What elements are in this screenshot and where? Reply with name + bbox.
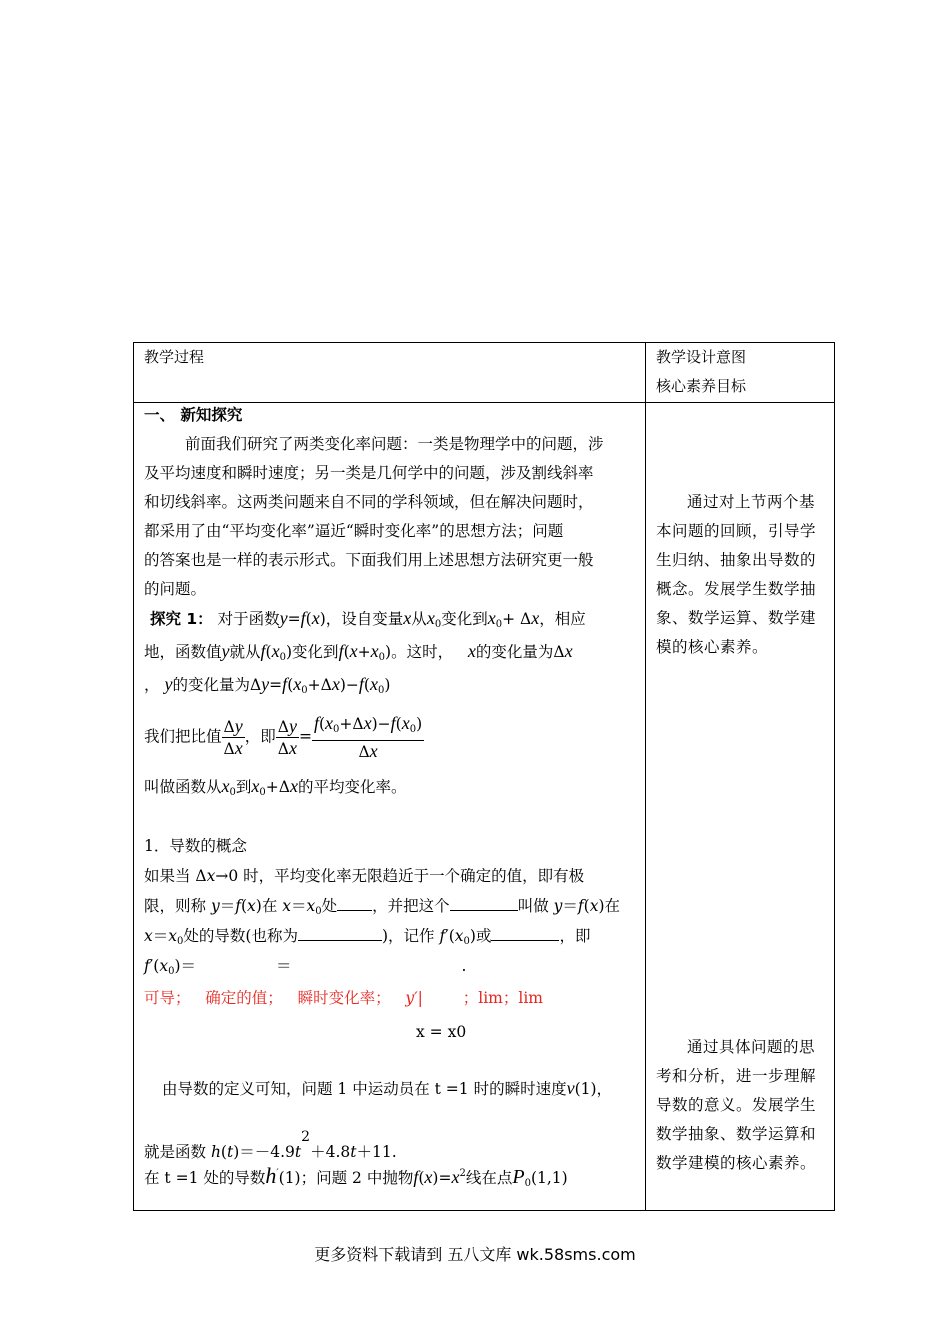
- section-title: 一、 新知探究: [144, 406, 243, 424]
- intro-line-5: 的答案也是一样的表示形式。下面我们用上述思想方法研究更一般: [144, 551, 594, 569]
- concept-line-4: $f'(x_0)=$ ＝ .: [144, 957, 467, 977]
- download-footer[interactable]: 更多资料下载请到 五八文库 wk.58sms.com: [314, 1245, 636, 1264]
- concept-line-3: $x=x_0$处的导数(也称为 )，记作 $f'(x_0)$或 ，即: [144, 927, 591, 947]
- lesson-table: [133, 342, 835, 1211]
- answer-line: [144, 987, 543, 1009]
- intro-line-6: 的问题。: [144, 580, 207, 598]
- blank-2: [450, 896, 518, 911]
- header-design-intent: [656, 343, 746, 401]
- difference-quotient: $\frac{f(x_0+\Delta x)-f(x_0)}{\Delta x}$: [313, 713, 423, 761]
- design-note-2: 通过具体问题的思考和分析，进一步理解导数的意义。发展学生数学抽象、数学运算和数学建模的核心素养。: [656, 1038, 817, 1172]
- row-divider: [134, 402, 834, 403]
- avg-rate-line: 叫做函数从$x_0$到$x_0+\Delta x$的平均变化率。: [144, 776, 407, 798]
- answer-subscript: x = x0: [416, 1023, 467, 1041]
- concept-title: 1．导数的概念: [144, 837, 247, 855]
- para-line-1: 由导数的定义可知，问题 1 中运动员在 t =1 时的瞬时速度v(1)，: [162, 1078, 613, 1098]
- intro-line-2: 及平均速度和瞬时速度；另一类是几何学中的问题，涉及割线斜率: [144, 464, 594, 482]
- explore-label: 探究 1：: [150, 610, 213, 628]
- answer-4: y′|: [405, 989, 423, 1007]
- explore-line-3: ， y的变化量为$\Delta y=f(x_0+\Delta x)-f(x_0)$: [144, 674, 391, 696]
- answer-5: ；lim；lim: [462, 989, 543, 1007]
- ratio-line: 我们把比值 $\frac{\Delta y}{\Delta x}$ ，即 $\frac{\Delta y}{\Delta x}$ = $\frac{f(x_0+\Delta x)-f(x_0)}{\Delta x}$: [144, 713, 423, 761]
- intro-line-4: 都采用了由“平均变化率”逼近“瞬时变化率”的思想方法；问题: [144, 522, 564, 540]
- blank-4: [491, 926, 559, 941]
- answer-2: 确定的值；: [205, 989, 283, 1007]
- para-line-3: 在 t =1 处的导数h′(1)；问题 2 中抛物$f(x)=x^2$线在点$P_0(1,1)$: [144, 1163, 568, 1189]
- header-design-intent-line1: 教学设计意图: [656, 348, 747, 366]
- intro-line-3: 和切线斜率。这两类问题来自不同的学科领域，但在解决问题时，: [144, 493, 594, 511]
- explore-line-1: 探究 1： 对于函数y=f(x)，设自变量x从$x_0$变化到$x_0+ \Delta x$，相应: [150, 608, 586, 630]
- explore-line-2: 地，函数值y就从$f(x_0)$变化到$f(x+x_0)$。这时， x的变化量为Δx: [144, 641, 573, 663]
- column-divider: [645, 343, 646, 1210]
- answer-1: 可导；: [144, 989, 191, 1007]
- header-design-intent-line2: 核心素养目标: [656, 377, 747, 395]
- header-teaching-process: 教学过程: [144, 348, 205, 366]
- concept-line-2: 限，则称 y＝f(x)在 $x=x_0$处 ，并把这个 叫做 y＝f(x)在: [144, 897, 621, 917]
- design-note-1: 通过对上节两个基本问题的回顾，引导学生归纳、抽象出导数的概念。发展学生数学抽象、数学运算、数学建模的核心素养。: [656, 493, 817, 656]
- blank-3: [298, 926, 382, 941]
- para-line-2: 就是函数 h(t)＝－4.9t2＋4.8t＋11.: [144, 1129, 397, 1161]
- concept-line-1: 如果当 Δx→0 时，平均变化率无限趋近于一个确定的值，即有极: [144, 867, 585, 885]
- intro-line-1: 前面我们研究了两类变化率问题：一类是物理学中的问题，涉: [185, 435, 604, 453]
- blank-1: [337, 896, 372, 911]
- answer-3: 瞬时变化率；: [297, 989, 391, 1007]
- ratio-fraction: $\frac{\Delta y}{\Delta x}$: [223, 716, 243, 758]
